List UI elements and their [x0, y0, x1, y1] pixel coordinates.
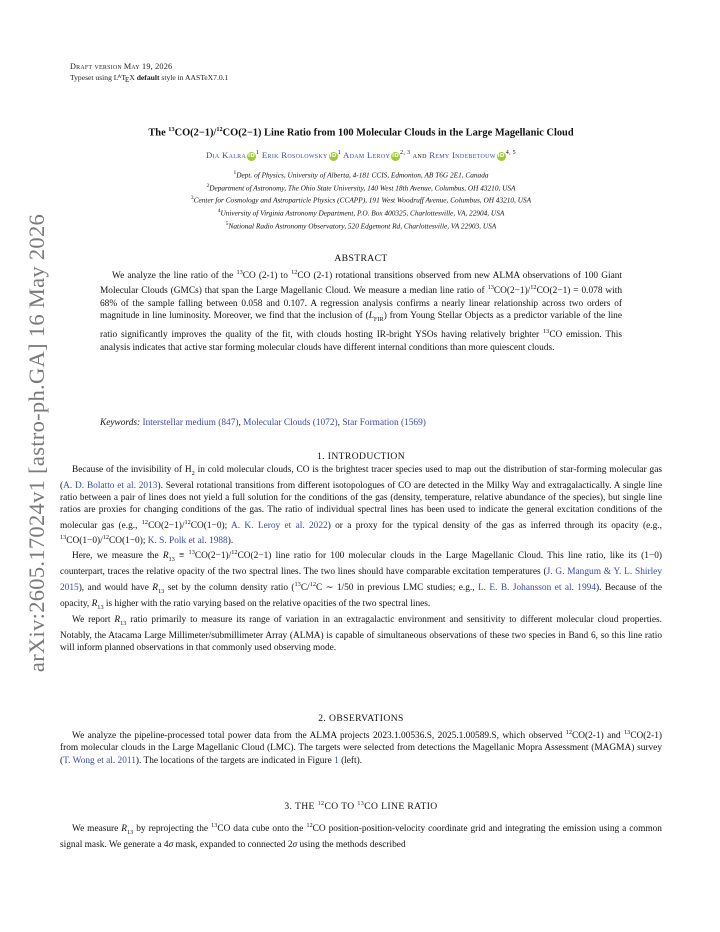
section-heading-observations: 2. OBSERVATIONS	[318, 713, 404, 724]
keywords: Keywords: Interstellar medium (847), Molecular Clouds (1072), Star Formation (1569)	[100, 418, 426, 428]
orcid-icon[interactable]: iD	[392, 153, 400, 159]
intro-paragraph-1: Because of the invisibility of $H_2$ in cold molecular clouds, CO is the brightest tracer species used to map out the distribution of star-forming molecular gas (A. D. Bolatto et al. 2013). Several rotational transitions from different isotopologues of CO are detected in the Milky Way and extragalactically. A single line ratio between a pair of lines does not yield a full solution for the conditions of the gas (density, temperature, relative abundance of the species), but single line ratios are proxies for changing conditions of the gas. The ratio of individual spectral lines has been used to indicate the general excitation conditions of the molecular gas (e.g., $^{12}$CO(2−1)/$^{12}$CO(1−0); A. K. Leroy et al. 2022) or a proxy for the typical density of the gas as inferred through its opacity (e.g., $^{13}$CO(1−0)/$^{12}$CO(1−0); K. S. Polk et al. 1988).	[60, 465, 662, 547]
orcid-icon[interactable]: iD	[248, 153, 256, 159]
orcid-icon[interactable]: iD	[497, 153, 505, 159]
figure-link[interactable]: 1	[334, 755, 339, 766]
author-list: Dia Kalra $iD^1$ Erik Rosolowsky $iD^1$ Adam Leroy iD$^{2, 3}$ and Remy Indebetouw iD$^{4, 5}$	[206, 150, 516, 160]
author-2[interactable]: Erik Rosolowsky	[261, 150, 328, 160]
citation-link[interactable]: A. K. Leroy et al. 2022	[231, 520, 328, 531]
abstract-heading: ABSTRACT	[334, 253, 388, 264]
obs-paragraph-1: We analyze the pipeline-processed total power data from the ALMA projects 2023.1.00536.S, 2025.1.00589.S, which observed $^{12}$CO(2-1) and $^{13}$CO(2-1) from molecular clouds in the Large Magellanic Cloud (LMC). The targets were selected from detections the Magellanic Mopra Assessment (MAGMA) survey (T. Wong et al. 2011). The locations of the targets are indicated in Figure 1 (left).	[60, 729, 662, 766]
ratio-paragraph-1: We measure $R_{13}$ by reprojecting the $^{13}$CO data cube onto the $^{12}$CO position-position-velocity coordinate grid and integrating the emission using a common signal mask. We generate a 4σ mask, expanded to connected 2σ using the methods described	[60, 822, 662, 851]
draft-header: Draft version May 19, 2026 Typeset using $L^ATEX$ default style in AASTeX7.0.1	[70, 62, 229, 84]
keyword-link[interactable]: Star Formation (1569)	[342, 418, 426, 428]
author-1[interactable]: Dia Kalra	[206, 150, 247, 160]
line-ratio-body	[60, 820, 662, 851]
author-4[interactable]: Remy Indebetouw	[429, 150, 496, 160]
affiliations	[60, 168, 662, 231]
affiliation-2: $^2$Department of Astronomy, The Ohio State University, 140 West 18th Avenue, Columbus, OH 43210, USA	[206, 182, 516, 193]
paper-title: The $^{13}$CO(2−1)/$^{12}$CO(2−1) Line Ratio from 100 Molecular Clouds in the Large Magellanic Cloud	[148, 126, 574, 139]
arxiv-stamp-text: arXiv:2605.17024v1 [astro-ph.GA] 16 May 2026	[24, 213, 49, 673]
affiliation-3: $^3$Center for Cosmology and Astroparticle Physics (CCAPP), 191 West Woodruff Avenue, Columbus, OH 43210, USA	[190, 195, 532, 205]
observations-body	[60, 727, 662, 767]
affiliation-5: $^5$National Radio Astronomy Observatory, 520 Edgemont Rd, Charlottesville, VA 22903, USA	[225, 220, 497, 230]
section-heading-line-ratio: 3. THE $^{12}$CO TO $^{13}$CO LINE RATIO	[284, 801, 438, 813]
citation-link[interactable]: T. Wong et al. 2011	[63, 755, 136, 766]
keyword-link[interactable]: Interstellar medium (847)	[142, 418, 239, 428]
citation-link[interactable]: L. E. B. Johansson et al. 1994	[477, 582, 596, 593]
introduction-body	[60, 464, 662, 654]
intro-paragraph-3: We report $R_{13}$ ratio primarily to measure its range of variation in an extragalactic environment and sensitivity to different molecular cloud properties. Notably, the Atacama Large Millimeter/submillimeter Array (ALMA) is capable of simultaneous observations of these two species in Band 6, so this line ratio will inform planned observations in that commonly used observing mode.	[60, 614, 663, 654]
orcid-icon[interactable]: iD	[329, 153, 337, 159]
intro-paragraph-2: Here, we measure the $R_{13} \equiv ^{13}CO(2-1)/^{12}CO(2-1)$ line ratio for 100 molecular clouds in the Large Magellanic Cloud. This line ratio, like its (1−0) counterpart, traces the relative opacity of the two spectral lines. The two lines should have comparable excitation temperatures (J. G. Mangum & Y. L. Shirley 2015), and would have $R_{13}$ set by the column density ratio ($^{13}$C/$^{12}$C ∼ 1/50 in previous LMC studies; e.g., L. E. B. Johansson et al. 1994). Because of the opacity, $R_{13}$ is higher with the ratio varying based on the relative opacities of the two spectral lines.	[60, 549, 662, 611]
affiliation-1: $^1$Dept. of Physics, University of Alberta, 4-181 CCIS, Edmonton, AB T6G 2E1, Canada	[233, 170, 489, 180]
affiliation-4: $^4$University of Virginia Astronomy Department, P.O. Box 400325, Charlottesville, VA, 22904, USA	[217, 207, 505, 218]
author-3[interactable]: Adam Leroy	[343, 150, 391, 160]
arxiv-stamp	[12, 213, 62, 673]
section-heading-introduction: 1. INTRODUCTION	[316, 451, 406, 462]
citation-link[interactable]: J. G. Mangum & Y. L. Shirley 2015	[60, 567, 662, 593]
keyword-link[interactable]: Molecular Clouds (1072)	[243, 418, 338, 428]
citation-link[interactable]: K. S. Polk et al. 1988	[147, 536, 228, 547]
citation-link[interactable]: A. D. Bolatto et al. 2013	[63, 481, 158, 492]
abstract-text: We analyze the line ratio of the $^{13}$CO (2-1) to $^{12}$CO (2-1) rotational transitions observed from new ALMA observations of 100 Giant Molecular Clouds (GMCs) that span the Large Magellanic Cloud. We measure a median line ratio of $^{13}$CO(2−1)/$^{12}$CO(2−1) = 0.078 with 68% of the sample falling between 0.058 and 0.107. A regression analysis confirms a nearly linear relationship across two orders of magnitude in line luminosity. Moreover, we find that the inclusion of $(L_{FIR})$ from Young Stellar Objects as a predictor variable of the line ratio significantly improves the quality of the fit, with clouds hosting IR-bright YSOs having relatively brighter $^{13}$CO emission. This analysis indicates that active star forming molecular clouds have different internal conditions than more quiescent clouds.	[100, 269, 623, 353]
